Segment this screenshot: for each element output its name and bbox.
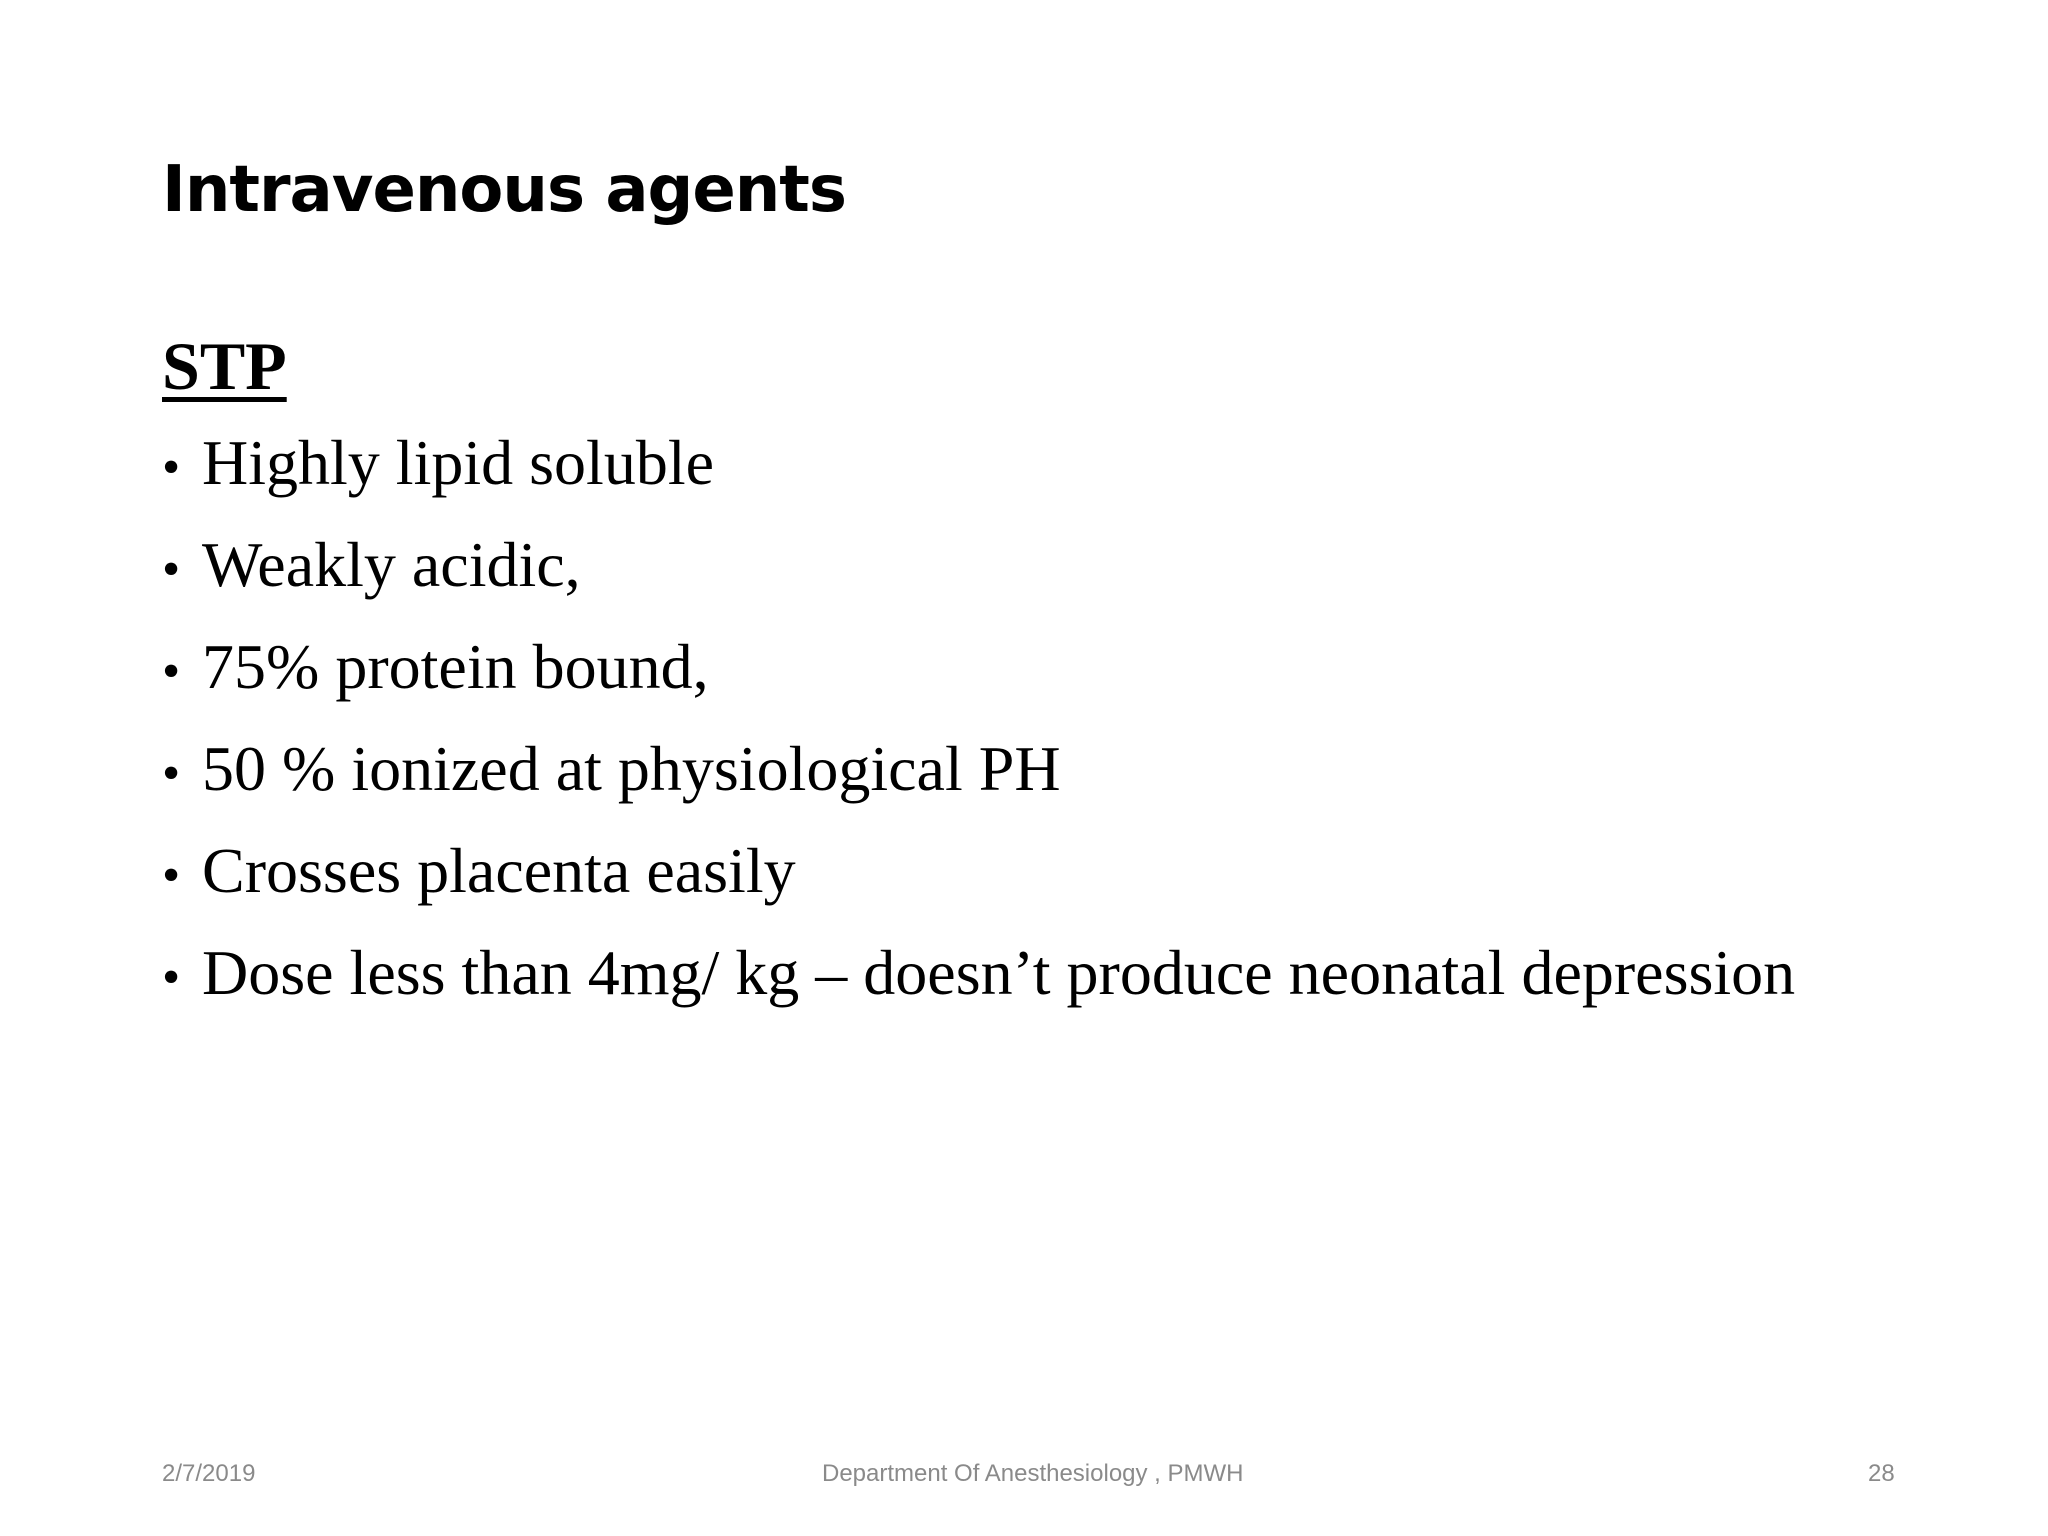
bullet-item <box>162 822 2022 924</box>
bullet-icon: • <box>162 745 181 802</box>
bullet-text: Highly lipid soluble <box>202 427 714 498</box>
bullet-icon: • <box>162 643 181 700</box>
bullet-icon: • <box>162 541 181 598</box>
section-heading: STP <box>162 328 287 404</box>
bullet-text: Dose less than 4mg/ kg – doesn’t produce neonatal depression <box>202 937 1796 1008</box>
bullet-item <box>162 516 2022 618</box>
bullet-icon: • <box>162 949 181 1006</box>
bullet-item <box>162 720 2022 822</box>
bullet-icon: • <box>162 439 181 496</box>
footer-page-number: 28 <box>1868 1460 1895 1487</box>
bullet-text: Weakly acidic, <box>202 529 581 600</box>
bullet-list <box>162 414 2022 1026</box>
footer-date: 2/7/2019 <box>162 1460 256 1487</box>
footer-department: Department Of Anesthesiology , PMWH <box>822 1460 1244 1487</box>
bullet-item <box>162 924 2022 1026</box>
slide-title: Intravenous agents <box>162 153 846 227</box>
bullet-item <box>162 414 2022 516</box>
bullet-icon: • <box>162 847 181 904</box>
slide-body <box>162 318 2022 1026</box>
bullet-text: 75% protein bound, <box>202 631 709 702</box>
bullet-item <box>162 618 2022 720</box>
bullet-text: Crosses placenta easily <box>202 835 796 906</box>
bullet-text: 50 % ionized at physiological PH <box>202 733 1061 804</box>
